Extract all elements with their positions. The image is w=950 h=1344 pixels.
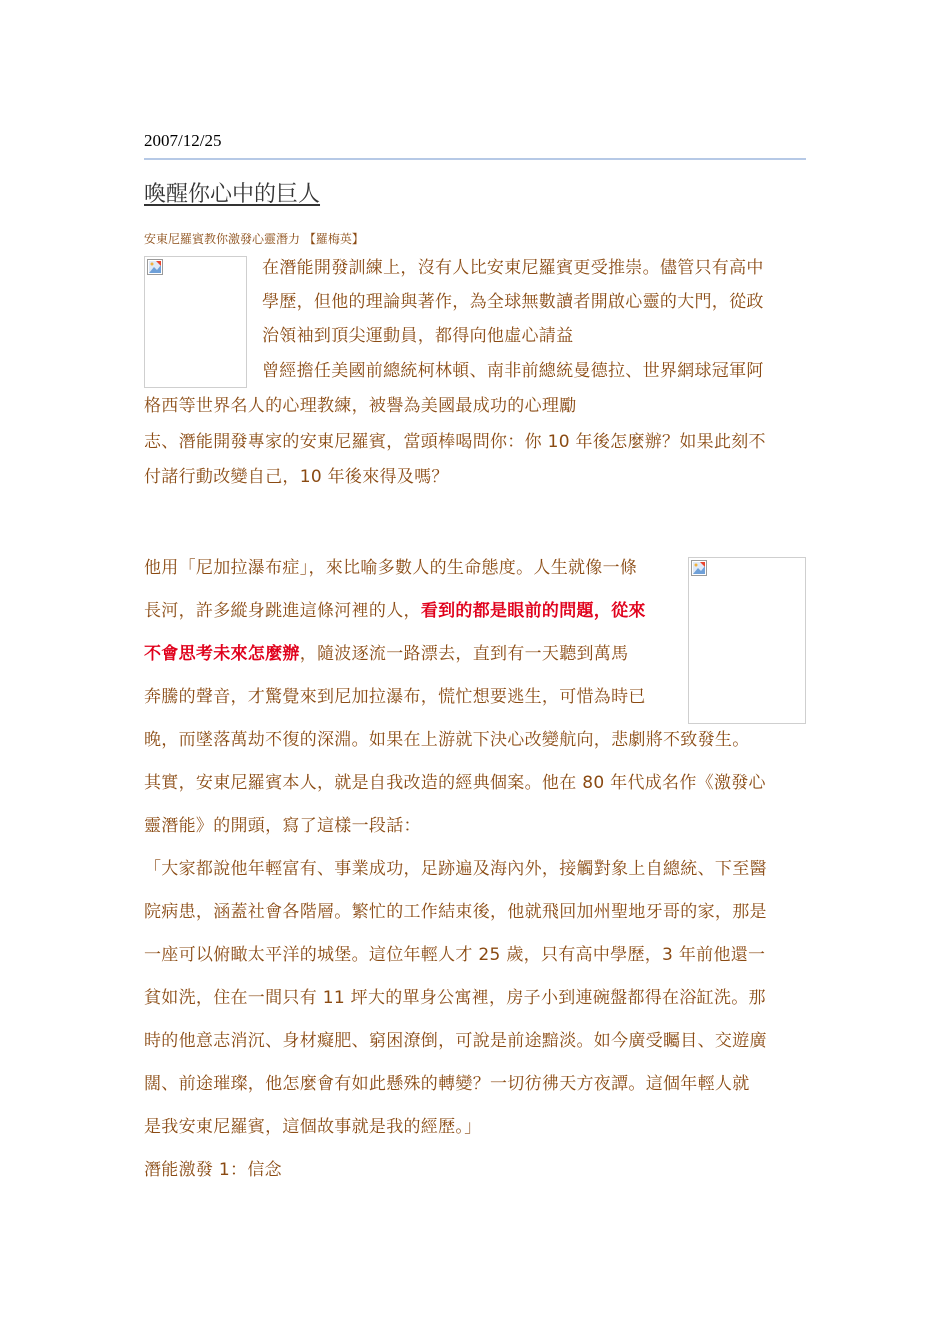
section-heading: 潛能激發 1：信念 bbox=[144, 1160, 282, 1180]
date-divider bbox=[144, 158, 806, 160]
post-date: 2007/12/25 bbox=[144, 131, 222, 150]
quote-line: 是我安東尼羅賓，這個故事就是我的經歷。」 bbox=[144, 1117, 482, 1137]
paragraph-1-line: 學歷，但他的理論與著作，為全球無數讀者開啟心靈的大門，從政 bbox=[262, 292, 764, 312]
paragraph-1-line: 志、潛能開發專家的安東尼羅賓，當頭棒喝問你：你 10 年後怎麼辦？如果此刻不 bbox=[144, 432, 766, 452]
paragraph-1-line: 曾經擔任美國前總統柯林頓、南非前總統曼德拉、世界網球冠軍阿 bbox=[262, 361, 764, 381]
paragraph-2-line: 晚，而墜落萬劫不復的深淵。如果在上游就下決心改變航向，悲劇將不致發生。 bbox=[144, 730, 750, 750]
paragraph-2-line bbox=[144, 642, 628, 666]
post-subtitle bbox=[144, 231, 364, 247]
paragraph-2-line: 他用「尼加拉瀑布症」，來比喻多數人的生命態度。人生就像一條 bbox=[144, 558, 638, 578]
broken-image-icon bbox=[691, 560, 707, 576]
post-title[interactable]: 喚醒你心中的巨人 bbox=[144, 182, 321, 207]
paragraph-2-line: 靈潛能》的開頭，寫了這樣一段話： bbox=[144, 816, 421, 836]
paragraph-1-line: 付諸行動改變自己，10 年後來得及嗎？ bbox=[144, 467, 449, 487]
quote-line: 闊、前途璀璨，他怎麼會有如此懸殊的轉變？一切彷彿天方夜譚。這個年輕人就 bbox=[144, 1074, 750, 1094]
quote-line: 時的他意志消沉、身材癡肥、窮困潦倒，可說是前途黯淡。如今廣受矚目、交遊廣 bbox=[144, 1031, 767, 1051]
quote-line: 一座可以俯瞰太平洋的城堡。這位年輕人才 25 歲，只有高中學歷，3 年前他還一 bbox=[144, 945, 766, 965]
quote-line: 貧如洗，住在一間只有 11 坪大的單身公寓裡，房子小到連碗盤都得在浴缸洗。那 bbox=[144, 988, 766, 1008]
highlighted-text: 不會思考未來怎麼辦 bbox=[144, 644, 300, 664]
quote-line: 院病患，涵蓋社會各階層。繁忙的工作結束後，他就飛回加州聖地牙哥的家，那是 bbox=[144, 902, 767, 922]
quote-line: 「大家都說他年輕富有、事業成功，足跡遍及海內外，接觸對象上自總統、下至醫 bbox=[144, 859, 767, 879]
broken-image-icon bbox=[147, 259, 163, 275]
highlighted-text: 看到的都是眼前的問題，從來 bbox=[420, 601, 646, 621]
article-image-2[interactable] bbox=[688, 557, 806, 724]
article-image-1[interactable] bbox=[144, 256, 247, 388]
paragraph-1-line: 格西等世界名人的心理教練，被譽為美國最成功的心理勵 bbox=[144, 396, 577, 416]
paragraph-2-line: 其實，安東尼羅賓本人，就是自我改造的經典個案。他在 80 年代成名作《激發心 bbox=[144, 773, 766, 793]
paragraph-2-text: 長河，許多縱身跳進這條河裡的人， bbox=[144, 601, 421, 621]
paragraph-2-line bbox=[144, 599, 646, 623]
subtitle-text: 安東尼羅賓教你激發心靈潛力 bbox=[144, 232, 301, 246]
paragraph-2-line: 奔騰的聲音，才驚覺來到尼加拉瀑布，慌忙想要逃生，可惜為時已 bbox=[144, 687, 646, 707]
paragraph-2-text: ，隨波逐流一路漂去，直到有一天聽到萬馬 bbox=[299, 644, 629, 664]
paragraph-1-line: 在潛能開發訓練上，沒有人比安東尼羅賓更受推崇。儘管只有高中 bbox=[262, 258, 764, 278]
paragraph-1-line: 治領袖到頂尖運動員，都得向他虛心請益 bbox=[262, 326, 574, 346]
author-name: 【羅梅英】 bbox=[303, 232, 364, 246]
